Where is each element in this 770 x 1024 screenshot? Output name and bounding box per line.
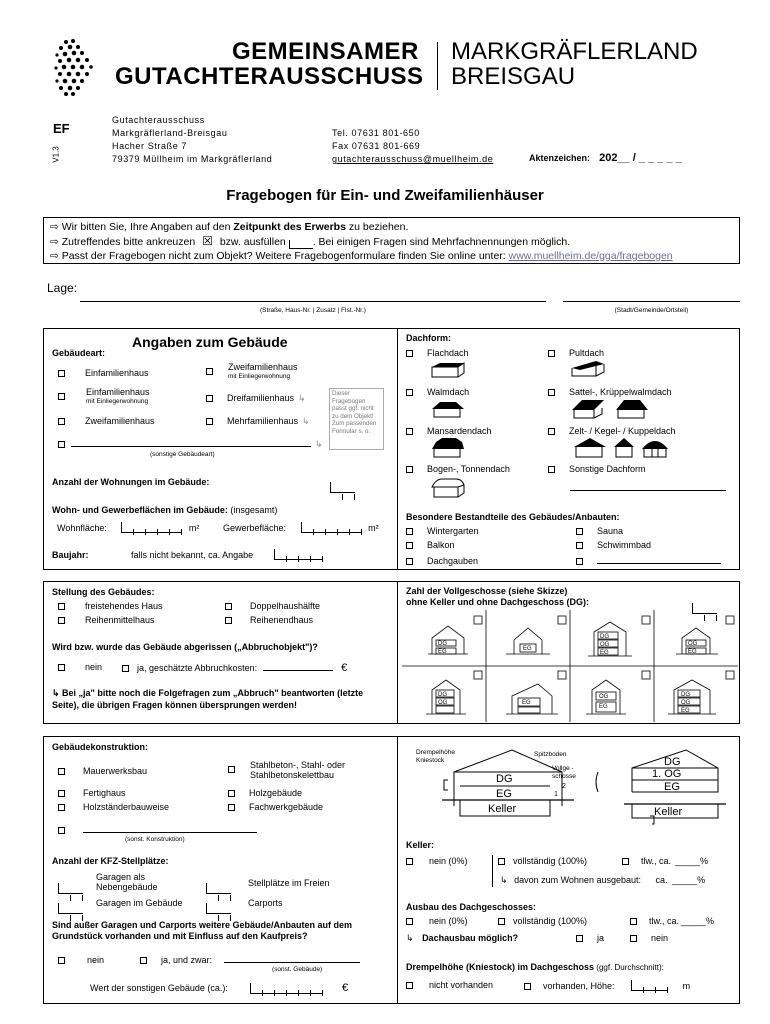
bogen-label: Bogen-, Tonnendach (427, 464, 510, 474)
wohnungen-input[interactable] (330, 475, 355, 493)
opt-reihenmitte[interactable] (58, 615, 155, 625)
checkbox[interactable] (576, 558, 583, 565)
wert-row (90, 982, 348, 994)
drempel-question-sub: (ggf. Durchschnitt): (594, 963, 664, 972)
garagen-geb-input[interactable] (58, 896, 83, 914)
skizze-og-label: OG (599, 694, 609, 700)
checkbox[interactable] (58, 393, 65, 400)
fertighaus-label: Fertighaus (83, 788, 126, 798)
wohnflaeche-input[interactable] (121, 522, 182, 533)
mauerwerk-label: Mauerwerksbau (83, 766, 148, 776)
opt-efh-einl-label: Einfamilienhaus (86, 387, 150, 397)
vollgeschoss-skizzen (402, 610, 738, 722)
address-line: 79379 Müllheim im Markgräflerland (112, 154, 273, 164)
checkbox[interactable] (548, 389, 555, 396)
opt-efh-einl-sub: mit Einliegerwohnung (86, 398, 149, 405)
ausbau-vollst-label: vollständig (100%) (513, 916, 588, 926)
keller-wohnen-row (500, 875, 705, 886)
stellplaetze-frei-label: Stellplätze im Freien (248, 878, 330, 888)
skizze-eg-label: EG (600, 650, 609, 656)
checkbox[interactable] (58, 804, 65, 811)
weitere-question: Sind außer Garagen und Carports weitere Gebäude/Anbauten auf dem Grundstück vorhanden und mit Einfluss auf den Kaufpreis? (52, 920, 353, 941)
drempel-question (406, 962, 664, 972)
checkbox[interactable] (58, 441, 65, 448)
section-divider (397, 736, 398, 1004)
opt-fertighaus[interactable] (58, 788, 126, 798)
dachausbau-label: Dachausbau möglich? (422, 933, 519, 943)
page-title: Fragebogen für Ein- und Zweifamilienhäuser (226, 187, 544, 204)
krueppelwalmdach-icon (614, 398, 650, 420)
keller-ca-label: ca. (655, 875, 668, 885)
checkbox[interactable] (58, 370, 65, 377)
opt-sonstige[interactable] (58, 439, 323, 450)
checkbox[interactable] (58, 664, 65, 671)
arrow-icon: ↳ (315, 439, 323, 449)
logo-divider (437, 42, 438, 90)
checkbox[interactable] (406, 918, 413, 925)
opt-dachausbau-ja[interactable] (576, 933, 604, 943)
lage-caption-left: (Straße, Haus-Nr. | Zusatz | Flst.-Nr.) (260, 307, 366, 314)
skizze-og: 1. OG (652, 768, 682, 780)
checkbox[interactable] (58, 957, 65, 964)
baujahr-row (52, 549, 323, 560)
intro-line-2-pre: Zutreffendes bitte ankreuzen (61, 236, 196, 248)
sonstige-field[interactable] (71, 446, 311, 447)
wert-input[interactable] (250, 983, 323, 994)
sonst-konstruktion-caption: (sonst. Konstruktion) (125, 836, 185, 843)
intro-line-3: ⇨ Passt der Fragebogen nicht zum Objekt? Weitere Fragebogenformulare finden Sie online unter: www.muellheim.de/gga/fragebogen (50, 250, 673, 262)
checkbox[interactable] (228, 804, 235, 811)
opt-stahlbeton[interactable] (228, 760, 378, 780)
opt-holzstaender[interactable] (58, 802, 169, 812)
opt-keller-nein[interactable] (406, 856, 468, 866)
opt-bestandteil-sonstig[interactable] (576, 556, 721, 566)
wohnflaeche-label: Wohnfläche: (57, 523, 107, 533)
abriss-ja-label: ja, geschätzte Abbruchkosten: (137, 663, 258, 673)
skizze-og-label: OG (681, 700, 691, 706)
checkbox[interactable] (548, 466, 555, 473)
satteldach-icon (570, 398, 606, 420)
sonstige-caption: (sonstige Gebäudeart) (150, 451, 215, 458)
checkbox[interactable] (406, 982, 413, 989)
unit-m2: m² (368, 523, 379, 533)
checkbox[interactable] (406, 350, 413, 357)
sonstige-dach-label: Sonstige Dachform (569, 464, 646, 474)
checkbox[interactable] (206, 368, 213, 375)
phone: Tel. 07631 801-650 (332, 128, 420, 138)
checkbox[interactable] (140, 957, 147, 964)
skizze-num-1: 1 (554, 791, 558, 798)
dachausbau-ja-label: ja (597, 933, 605, 943)
checkbox[interactable] (406, 528, 413, 535)
vollgeschosse-label-1: Zahl der Vollgeschosse (siehe Skizze) (406, 586, 568, 596)
wohnungen-label: Anzahl der Wohnungen im Gebäude: (52, 477, 210, 487)
keller-label: Keller: (406, 840, 435, 850)
skizze-eg-label: EG (688, 649, 697, 655)
abriss-question: Wird bzw. wurde das Gebäude abgerissen („Abbruchobjekt")? (52, 642, 318, 652)
checkbox[interactable] (498, 858, 505, 865)
balkon-label: Balkon (427, 540, 455, 550)
reihenmitte-label: Reihenmittelhaus (85, 615, 155, 625)
opt-holzgebaeude[interactable] (228, 788, 302, 798)
keller-nein-label: nein (0%) (429, 856, 468, 866)
opt-freistehend[interactable] (58, 601, 163, 611)
checkbox[interactable] (524, 983, 531, 990)
opt-ausbau-vollst[interactable] (498, 916, 587, 926)
aktenzeichen (529, 152, 682, 164)
skizze-eg-label: EG (681, 708, 690, 714)
pultdach-icon (570, 358, 606, 378)
skizze-dg: DG (496, 773, 513, 785)
checkbox[interactable] (630, 935, 637, 942)
intro-line-1-pre: Wir bitten Sie, Ihre Angaben auf den (61, 221, 234, 233)
abbruch-note-text: Bei „ja" bitte noch die Folgefragen zum „Abbruch" beantworten (letzte Seite), die übrigen Fragen können übersprungen werden! (52, 688, 364, 710)
checkbox[interactable] (58, 827, 65, 834)
opt-sonst-konstruktion[interactable] (58, 825, 257, 835)
drempel-hoehe-input[interactable] (631, 980, 668, 991)
section-divider (397, 328, 398, 570)
baujahr-hint: falls nicht bekannt, ca. Angabe (131, 550, 254, 560)
logo-dots-icon (52, 36, 114, 98)
opt-dachgauben[interactable] (406, 556, 478, 566)
checked-box-icon: ☒ (202, 234, 213, 248)
weitere-geb-field[interactable] (224, 962, 360, 963)
address-line: Hacher Straße 7 (112, 141, 188, 151)
opt-zfh-einl-label: Zweifamilienhaus (228, 362, 298, 372)
dachausbau-nein-label: nein (651, 933, 669, 943)
opt-keller-vollst[interactable] (498, 856, 587, 866)
konstruktion-label: Gebäudekonstruktion: (52, 742, 149, 752)
sattel-label: Sattel-, Krüppelwalmdach (569, 387, 672, 397)
checkbox[interactable] (58, 768, 65, 775)
euro-sign: € (341, 982, 349, 994)
opt-pultdach[interactable] (548, 348, 604, 358)
opt-sauna[interactable] (576, 526, 623, 536)
flaechen-label-main: Wohn- und Gewerbeflächen im Gebäude: (52, 505, 228, 515)
checkbox[interactable] (228, 766, 235, 773)
baujahr-input[interactable] (274, 549, 323, 560)
intro-line-2: ⇨ Zutreffendes bitte ankreuzen ☒ bzw. ausfüllen . Bei einigen Fragen sind Mehrfachnennungen möglich. (50, 234, 571, 248)
checkbox[interactable] (498, 918, 505, 925)
vollgeschosse-skizze-label: schosse (552, 773, 576, 780)
opt-zfh-label: Zweifamilienhaus (85, 416, 155, 426)
holzstaender-label: Holzständerbauweise (83, 802, 170, 812)
checkbox[interactable] (406, 858, 413, 865)
opt-reihenende[interactable] (225, 615, 313, 625)
garagen-neben-label: Garagen als Nebengebäude (96, 872, 158, 892)
gebaeudeart-note: Dieser Fragebogen passt ggf. nicht zu dem Objekt! Zum passenden Formular s. o. (329, 388, 384, 450)
fax: Fax 07631 801-669 (332, 141, 421, 151)
skizze-og-label: OG (438, 700, 448, 706)
abriss-nein-label: nein (85, 662, 103, 672)
abbruch-note (52, 687, 392, 711)
opt-abriss-ja[interactable] (122, 662, 347, 674)
opt-abriss-nein[interactable] (58, 662, 102, 672)
dachgauben-label: Dachgauben (427, 556, 479, 566)
weitere-ja-label: ja, und zwar: (161, 955, 213, 965)
ausbau-nein-label: nein (0%) (429, 916, 468, 926)
drempel-unit: m (682, 981, 691, 991)
skizze-og-label: OG (688, 641, 698, 647)
keller-wohnen-pct[interactable]: _____% (672, 875, 706, 885)
kfz-label: Anzahl der KFZ-Stellplätze: (52, 856, 169, 866)
keller-wohnen-label: davon zum Wohnen ausgebaut: (514, 875, 641, 885)
opt-weitere-nein[interactable] (58, 955, 104, 965)
checkbox[interactable] (622, 858, 629, 865)
skizze-eg-2: EG (664, 781, 680, 793)
skizze-eg-label: EG (438, 649, 447, 655)
intro-line-1-post: zu beziehen. (345, 221, 409, 233)
opt-drempel-nicht[interactable] (406, 980, 493, 990)
lage-caption-right: (Stadt/Gemeinde/Ortsteil) (614, 307, 689, 314)
zeltdach-icon (572, 437, 608, 459)
wohnflaeche-row (57, 522, 199, 533)
checkbox[interactable] (576, 542, 583, 549)
schwimmbad-label: Schwimmbad (597, 540, 652, 550)
intro-line-3-pre: Passt der Fragebogen nicht zum Objekt? Weitere Fragebogenformulare finden Sie online unter: (61, 250, 509, 262)
checkbox[interactable] (58, 603, 65, 610)
opt-mfh[interactable] (206, 416, 310, 427)
opt-zfh-einl-sub: mit Einliegerwohnung (228, 373, 291, 380)
skizze-eg-label: EG (599, 704, 608, 710)
mansard-label: Mansardendach (427, 426, 492, 436)
opt-efh[interactable] (58, 368, 149, 378)
skizze-keller: Keller (488, 803, 517, 815)
opt-doppel[interactable] (225, 601, 320, 611)
address-line: Gutachterausschuss (112, 115, 205, 125)
checkbox[interactable] (122, 665, 129, 672)
opt-mauerwerk[interactable] (58, 766, 147, 776)
flachdach-icon (430, 361, 466, 379)
walmdach-label: Walmdach (427, 387, 470, 397)
fachwerk-label: Fachwerkgebäude (249, 802, 324, 812)
checkbox[interactable] (228, 790, 235, 797)
carports-input[interactable] (206, 896, 231, 914)
kniestock-label: Kniestock (416, 757, 445, 764)
skizze-dg-label: DG (681, 692, 690, 698)
gewerbeflaeche-row (223, 522, 379, 533)
opt-mansard[interactable] (406, 426, 492, 436)
opt-wintergarten[interactable] (406, 526, 479, 536)
opt-efh-label: Einfamilienhaus (85, 368, 149, 378)
checkbox[interactable] (225, 617, 232, 624)
stellplaetze-frei-input[interactable] (206, 876, 231, 894)
bogendach-icon (430, 477, 466, 499)
sonstige-dach-field[interactable] (570, 490, 726, 491)
checkbox[interactable] (206, 418, 213, 425)
gebaeudeart-label: Gebäudeart: (52, 348, 106, 358)
org-name-left-2: GUTACHTERAUSSCHUSS (115, 63, 424, 90)
opt-sattel[interactable] (548, 387, 672, 397)
opt-zfh[interactable] (58, 416, 155, 426)
skizze-eg: EG (496, 788, 512, 800)
baujahr-label: Baujahr: (52, 550, 89, 560)
opt-drempel-vorhanden[interactable] (524, 980, 690, 991)
geschoss-skizze (402, 742, 738, 834)
gewerbeflaeche-input[interactable] (301, 522, 362, 533)
opt-dfh-label: Dreifamilienhaus (227, 393, 295, 403)
dachform-label: Dachform: (406, 333, 452, 343)
vollgeschosse-skizze-label: Vollge - (552, 765, 574, 772)
arrow-icon: ↳ (302, 416, 310, 426)
lage-label: Lage: (47, 281, 78, 295)
unit-m2: m² (188, 523, 200, 533)
checkbox[interactable] (548, 428, 555, 435)
opt-dfh[interactable] (206, 393, 306, 404)
intro-box (43, 217, 740, 264)
keller-bracket (492, 855, 493, 887)
drempel-nicht-label: nicht vorhanden (429, 980, 494, 990)
fill-field-icon (289, 240, 313, 249)
checkbox[interactable] (225, 603, 232, 610)
skizze-eg-label: EG (522, 700, 531, 706)
checkbox[interactable] (630, 918, 637, 925)
arrow-icon: ↳ (298, 393, 306, 403)
gebaeude-heading: Angaben zum Gebäude (132, 334, 288, 350)
skizze-dg-label: DG (438, 692, 447, 698)
arrow-icon: ↳ (52, 688, 63, 698)
checkbox[interactable] (576, 935, 583, 942)
stellung-label: Stellung des Gebäudes: (52, 587, 155, 597)
opt-zfh-einl[interactable] (206, 362, 298, 382)
lage-street-field[interactable] (80, 301, 546, 302)
keller-vollst-label: vollständig (100%) (513, 856, 588, 866)
opt-mfh-label: Mehrfamilienhaus (227, 416, 299, 426)
intro-line-2-post: . Bei einigen Fragen sind Mehrfachnennungen möglich. (312, 236, 571, 248)
opt-keller-tlw[interactable] (622, 856, 708, 866)
opt-sonstige-dach[interactable] (548, 464, 646, 474)
opt-balkon[interactable] (406, 540, 455, 550)
garagen-geb-label: Garagen im Gebäude (96, 898, 183, 908)
intro-line-1: ⇨ Wir bitten Sie, Ihre Angaben auf den Zeitpunkt des Erwerbs zu beziehen. (50, 221, 409, 233)
opt-walmdach[interactable] (406, 387, 469, 397)
bestandteile-label: Besondere Bestandteile des Gebäudes/Anbauten: (406, 512, 620, 522)
checkbox[interactable] (406, 558, 413, 565)
section-divider (397, 581, 398, 724)
opt-flachdach[interactable] (406, 348, 469, 358)
keller-pct[interactable]: _____% (675, 856, 709, 866)
vollgeschosse-label-2: ohne Keller und ohne Dachgeschoss (DG): (406, 597, 590, 607)
org-name-right-2: BREISGAU (451, 63, 576, 90)
zelt-label: Zelt- / Kegel- / Kuppeldach (569, 426, 676, 436)
opt-ausbau-nein[interactable] (406, 916, 468, 926)
intro-line-2-mid: bzw. ausfüllen (219, 236, 286, 248)
garagen-neben-input[interactable] (58, 876, 83, 894)
opt-fachwerk[interactable] (228, 802, 323, 812)
skizze-dg-label: DG (438, 641, 447, 647)
contact-block (332, 127, 493, 166)
weitere-nein-label: nein (87, 955, 105, 965)
form-code: EF (53, 121, 70, 136)
skizze-keller-2: Keller (654, 806, 683, 818)
wintergarten-label: Wintergarten (427, 526, 479, 536)
checkbox[interactable] (576, 528, 583, 535)
skizze-eg-label: EG (523, 646, 532, 652)
opt-efh-einl[interactable] (58, 387, 150, 407)
flaechen-label-sub: (insgesamt) (227, 505, 278, 515)
euro-sign: € (341, 662, 348, 674)
sauna-label: Sauna (597, 526, 624, 536)
holzgebaeude-label: Holzgebäude (249, 788, 303, 798)
mansarddach-icon (430, 437, 466, 459)
checkbox[interactable] (58, 617, 65, 624)
checkbox[interactable] (406, 466, 413, 473)
form-version: V1.3 (51, 146, 61, 163)
keller-tlw-label: tlw., ca. (641, 856, 672, 866)
opt-dachausbau-nein[interactable] (630, 933, 668, 943)
lage-city-field[interactable] (563, 301, 740, 302)
pultdach-label: Pultdach (569, 348, 605, 358)
skizze-dg-2: DG (664, 756, 681, 768)
fragebogen-link[interactable]: www.muellheim.de/gga/fragebogen (508, 250, 673, 262)
checkbox[interactable] (548, 350, 555, 357)
walmdach-icon (430, 399, 466, 419)
arrow-icon: ↳ (500, 875, 508, 885)
opt-weitere-ja[interactable] (140, 955, 360, 965)
skizze-og-label: OG (600, 642, 610, 648)
opt-zelt[interactable] (548, 426, 676, 436)
address-block (112, 114, 272, 166)
sonst-konstruktion-field[interactable] (83, 832, 257, 833)
flaechen-label (52, 505, 277, 515)
aktenzeichen-value[interactable]: 202__ / _ _ _ _ _ (599, 152, 682, 164)
reihenende-label: Reihenendhaus (250, 615, 314, 625)
checkbox[interactable] (58, 790, 65, 797)
abbruchkosten-field[interactable] (263, 670, 333, 671)
doppel-label: Doppelhaushälfte (250, 601, 321, 611)
kegeldach-icon (612, 437, 636, 459)
ausbau-tlw-label: tlw., ca. (649, 916, 680, 926)
bestandteil-sonstig-field[interactable] (597, 563, 721, 564)
opt-ausbau-tlw[interactable] (630, 916, 714, 926)
org-name-right-1: MARKGRÄFLERLAND (451, 38, 698, 65)
checkbox[interactable] (406, 542, 413, 549)
wert-label: Wert der sonstigen Gebäude (ca.): (90, 983, 228, 993)
spitzboden-label: Spitzboden (534, 751, 567, 758)
skizze-dg-label: DG (600, 634, 609, 640)
checkbox[interactable] (206, 395, 213, 402)
ausbau-pct[interactable]: _____% (681, 916, 715, 926)
skizze-num-2: 2 (562, 783, 566, 790)
drempel-label: Drempelhöhe (416, 749, 456, 756)
drempel-vorhanden-label: vorhanden, Höhe: (543, 981, 615, 991)
dachausbau-row (406, 933, 518, 944)
opt-bogen[interactable] (406, 464, 510, 474)
ausbau-label: Ausbau des Dachgeschosses: (406, 902, 537, 912)
checkbox[interactable] (406, 389, 413, 396)
gewerbeflaeche-label: Gewerbefläche: (223, 523, 287, 533)
drempel-question-main: Drempelhöhe (Kniestock) im Dachgeschoss (406, 962, 595, 972)
flachdach-label: Flachdach (427, 348, 469, 358)
sonst-geb-caption: (sonst. Gebäude) (272, 966, 323, 973)
freistehend-label: freistehendes Haus (85, 601, 163, 611)
opt-schwimmbad[interactable] (576, 540, 651, 550)
arrow-icon: ↳ (406, 933, 414, 943)
stahlbeton-label: Stahlbeton-, Stahl- oder Stahlbetonskelettbau (250, 760, 346, 780)
carports-label: Carports (248, 898, 283, 908)
checkbox[interactable] (406, 428, 413, 435)
aktenzeichen-label: Aktenzeichen: (529, 153, 591, 163)
address-line: Markgräflerland-Breisgau (112, 128, 228, 138)
kuppeldach-icon (640, 437, 670, 459)
org-name-left-1: GEMEINSAMER (232, 38, 419, 65)
intro-line-1-bold: Zeitpunkt des Erwerbs (233, 221, 346, 233)
email-link[interactable]: gutachterausschuss@muellheim.de (332, 154, 494, 164)
checkbox[interactable] (58, 418, 65, 425)
